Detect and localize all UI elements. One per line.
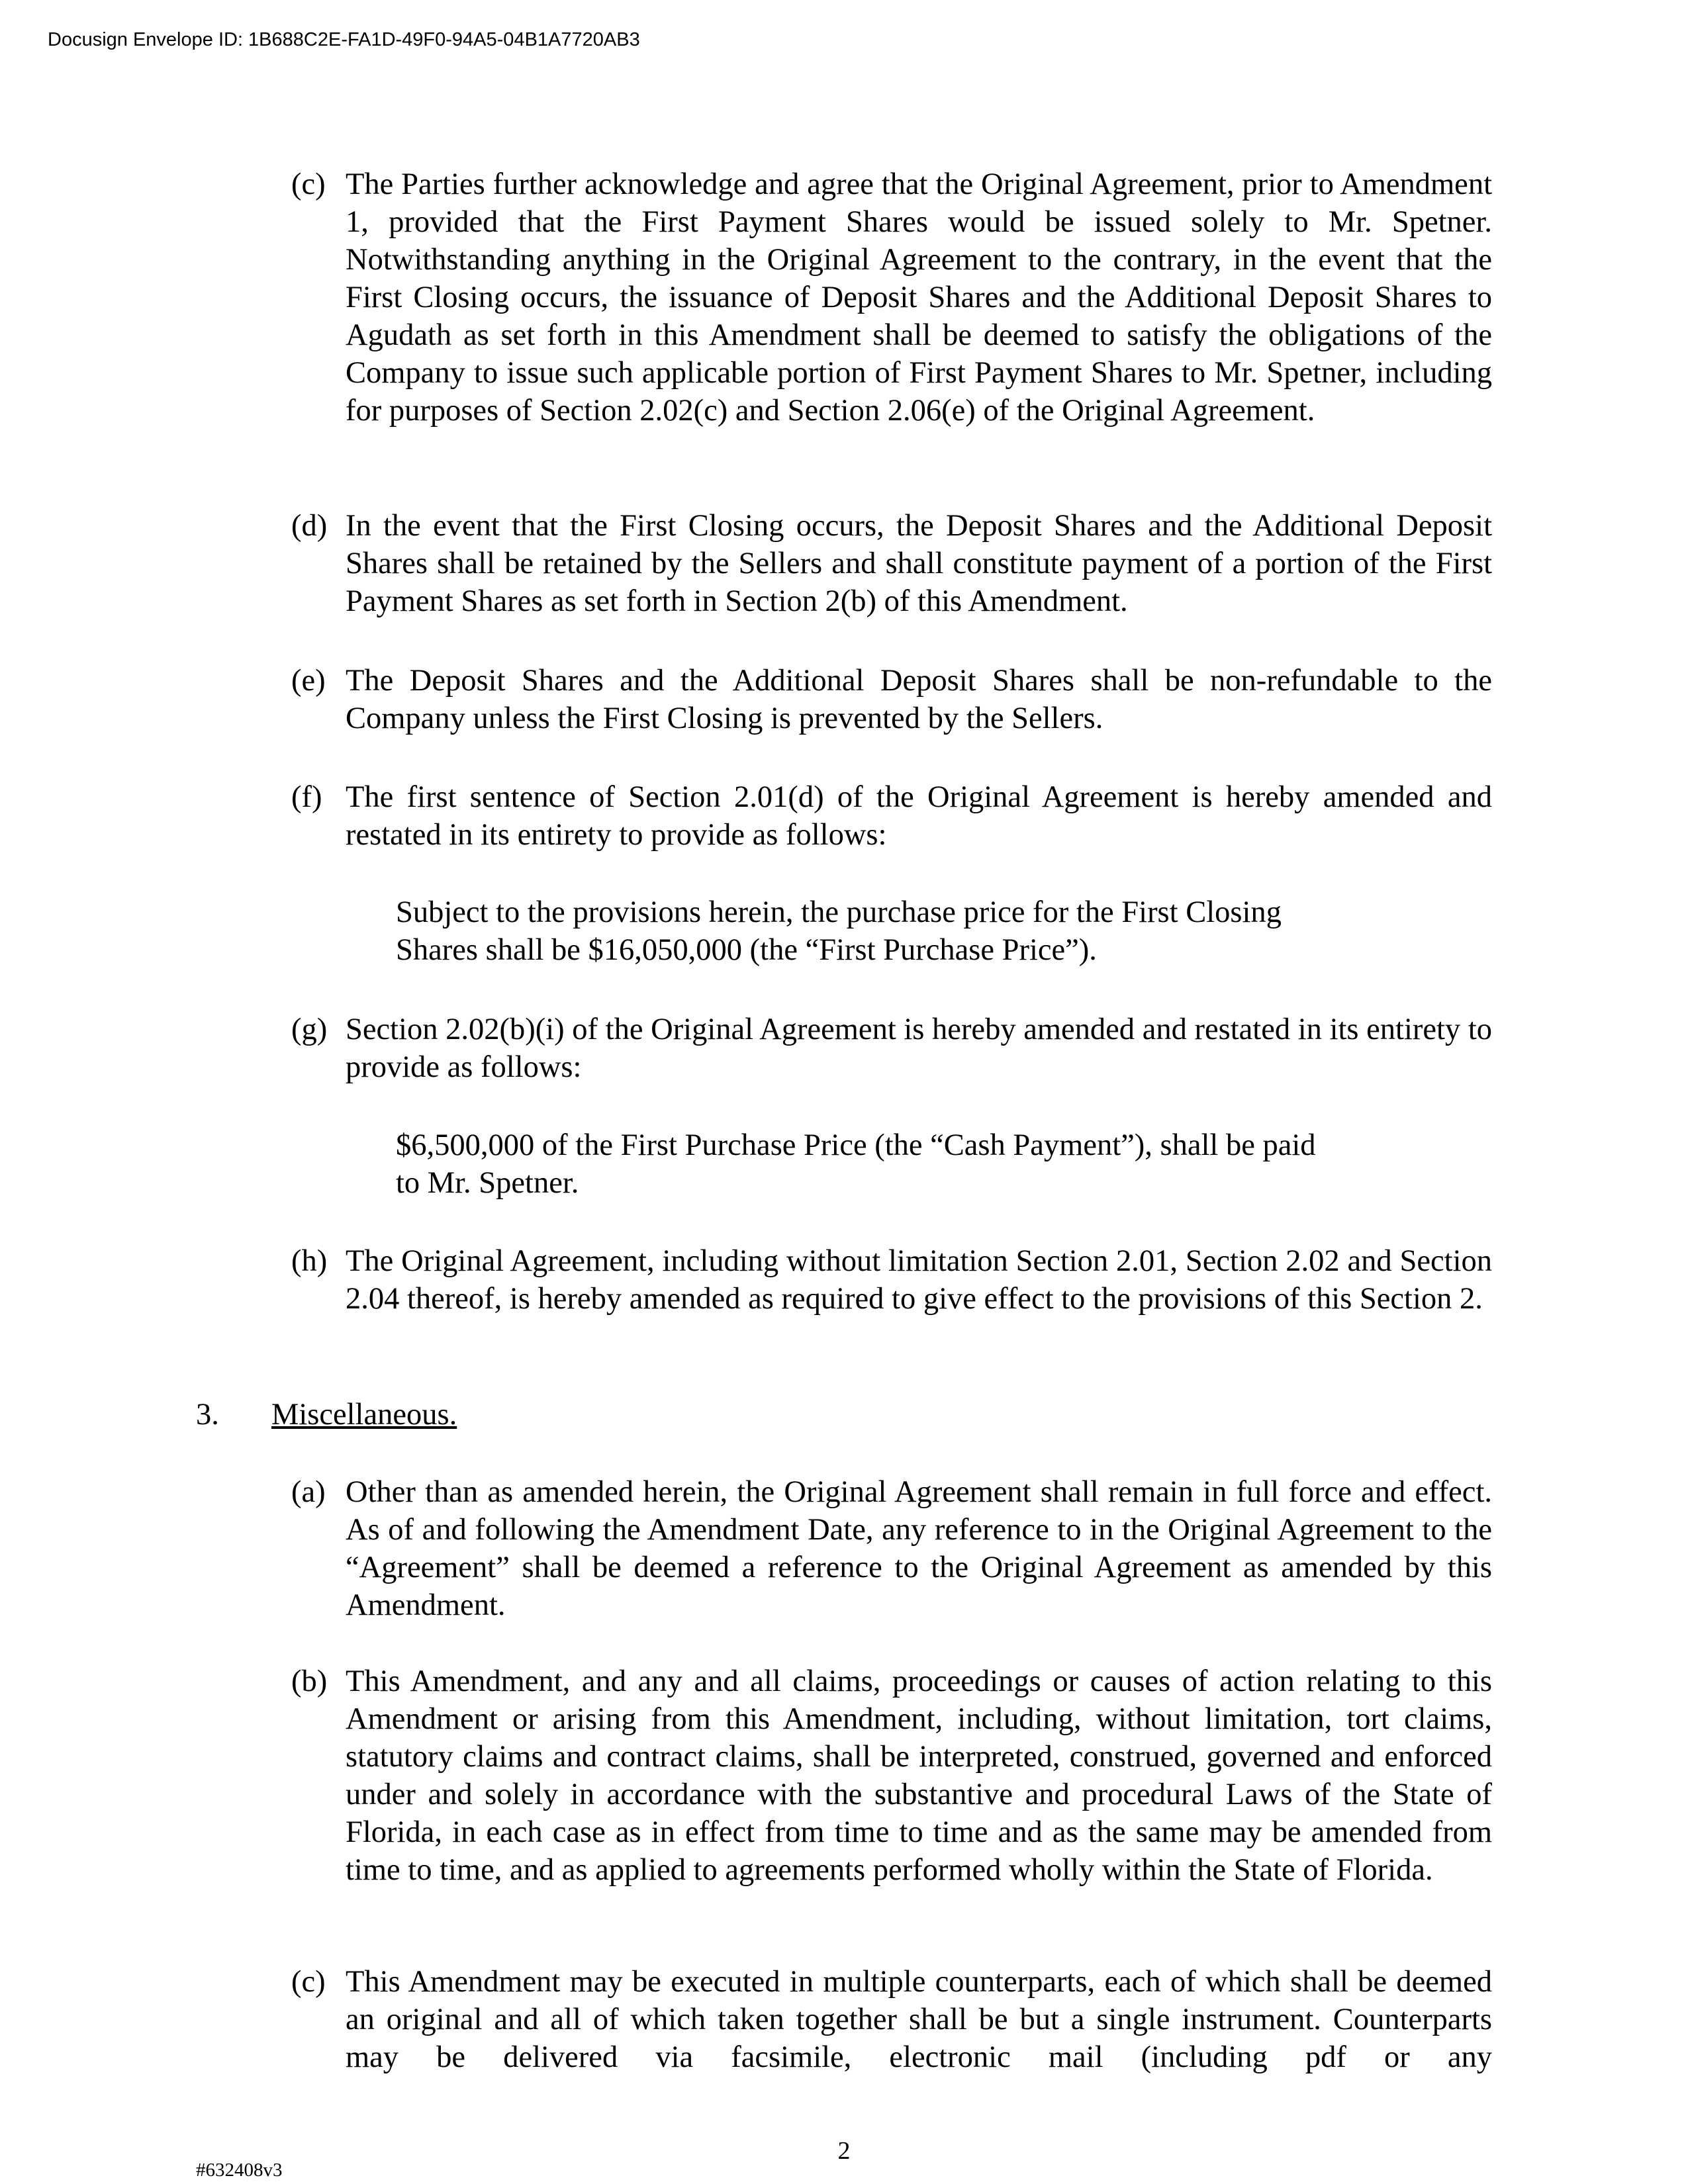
- clause-text: This Amendment, and any and all claims, proceedings or causes of action relating to this Amendment or arising from this Amendment, including, without limitation, tort claims, statutory claims and contract claims, shall be interpreted, construed, governed and enforced under and solely in accordance with the substantive and procedural Laws of the State of Florida, in each case as in effect from time to time and as the same may be amended from time to time, and as applied to agreements performed wholly within the State of Florida.: [346, 1664, 1492, 1887]
- clause-label: (c): [291, 167, 326, 201]
- clause-label: (d): [291, 509, 328, 543]
- clause-3c: [291, 1963, 1492, 2076]
- page-number: 2: [837, 2137, 851, 2165]
- clause-text: This Amendment may be executed in multiple counterparts, each of which shall be deemed an original and all of which taken together shall be but a single instrument. Counterparts may be delivered via facsimile, electronic mail (including pdf or any: [346, 1965, 1492, 2074]
- clause-2e: [291, 662, 1492, 737]
- quote-line: Subject to the provisions herein, the purchase price for the First Closing: [396, 895, 1282, 929]
- clause-label: (f): [291, 780, 322, 814]
- clause-text: The Parties further acknowledge and agree that the Original Agreement, prior to Amendment 1, provided that the First Payment Shares would be issued solely to Mr. Spetner. Notwithstanding anything in the Original Agreement to the contrary, in the event that the First Closing occurs, the issuance of Deposit Shares and the Additional Deposit Shares to Agudath as set forth in this Amendment shall be deemed to satisfy the obligations of the Company to issue such applicable portion of First Payment Shares to Mr. Spetner, including for purposes of Section 2.02(c) and Section 2.06(e) of the Original Agreement.: [346, 167, 1492, 428]
- clause-2h: [291, 1242, 1492, 1318]
- quote-line: Shares shall be $16,050,000 (the “First Purchase Price”).: [396, 933, 1097, 967]
- quote-line: to Mr. Spetner.: [396, 1166, 579, 1200]
- clause-2g: [291, 1011, 1492, 1086]
- clause-text: In the event that the First Closing occurs, the Deposit Shares and the Additional Deposit Shares shall be retained by the Sellers and shall constitute payment of a portion of the First Payment Shares as set forth in Section 2(b) of this Amendment.: [346, 509, 1492, 618]
- clause-label: (b): [291, 1664, 328, 1698]
- clause-3b: [291, 1662, 1492, 1889]
- quote-cash-payment: [396, 1126, 1402, 1202]
- clause-text: Section 2.02(b)(i) of the Original Agreement is hereby amended and restated in its entirety to provide as follows:: [346, 1013, 1492, 1084]
- clause-label: (a): [291, 1475, 326, 1509]
- quote-line: $6,500,000 of the First Purchase Price (the “Cash Payment”), shall be paid: [396, 1128, 1316, 1162]
- section-number: 3.: [196, 1398, 219, 1432]
- clause-2d: [291, 507, 1492, 620]
- clause-text: The Original Agreement, including without limitation Section 2.01, Section 2.02 and Section 2.04 thereof, is hereby amended as required to give effect to the provisions of this Section 2.: [346, 1244, 1492, 1316]
- clause-2f: [291, 778, 1492, 854]
- clause-3a: [291, 1473, 1492, 1624]
- clause-label: (g): [291, 1013, 328, 1046]
- clause-text: The Deposit Shares and the Additional Deposit Shares shall be non-refundable to the Company unless the First Closing is prevented by the Sellers.: [346, 664, 1492, 735]
- docusign-envelope-id: Docusign Envelope ID: 1B688C2E-FA1D-49F0-94A5-04B1A7720AB3: [48, 29, 640, 50]
- clause-text: Other than as amended herein, the Original Agreement shall remain in full force and effect. As of and following the Amendment Date, any reference to in the Original Agreement to the “Agreement” shall be deemed a reference to the Original Agreement as amended by this Amendment.: [346, 1475, 1492, 1622]
- clause-label: (e): [291, 664, 326, 698]
- quote-first-purchase-price: [396, 893, 1402, 969]
- clause-2c: [291, 165, 1492, 430]
- clause-label: (h): [291, 1244, 328, 1278]
- clause-label: (c): [291, 1965, 326, 1999]
- clause-text: The first sentence of Section 2.01(d) of the Original Agreement is hereby amended and restated in its entirety to provide as follows:: [346, 780, 1492, 852]
- document-version-id: #632408v3: [196, 2160, 283, 2181]
- section-title: Miscellaneous.: [271, 1398, 457, 1432]
